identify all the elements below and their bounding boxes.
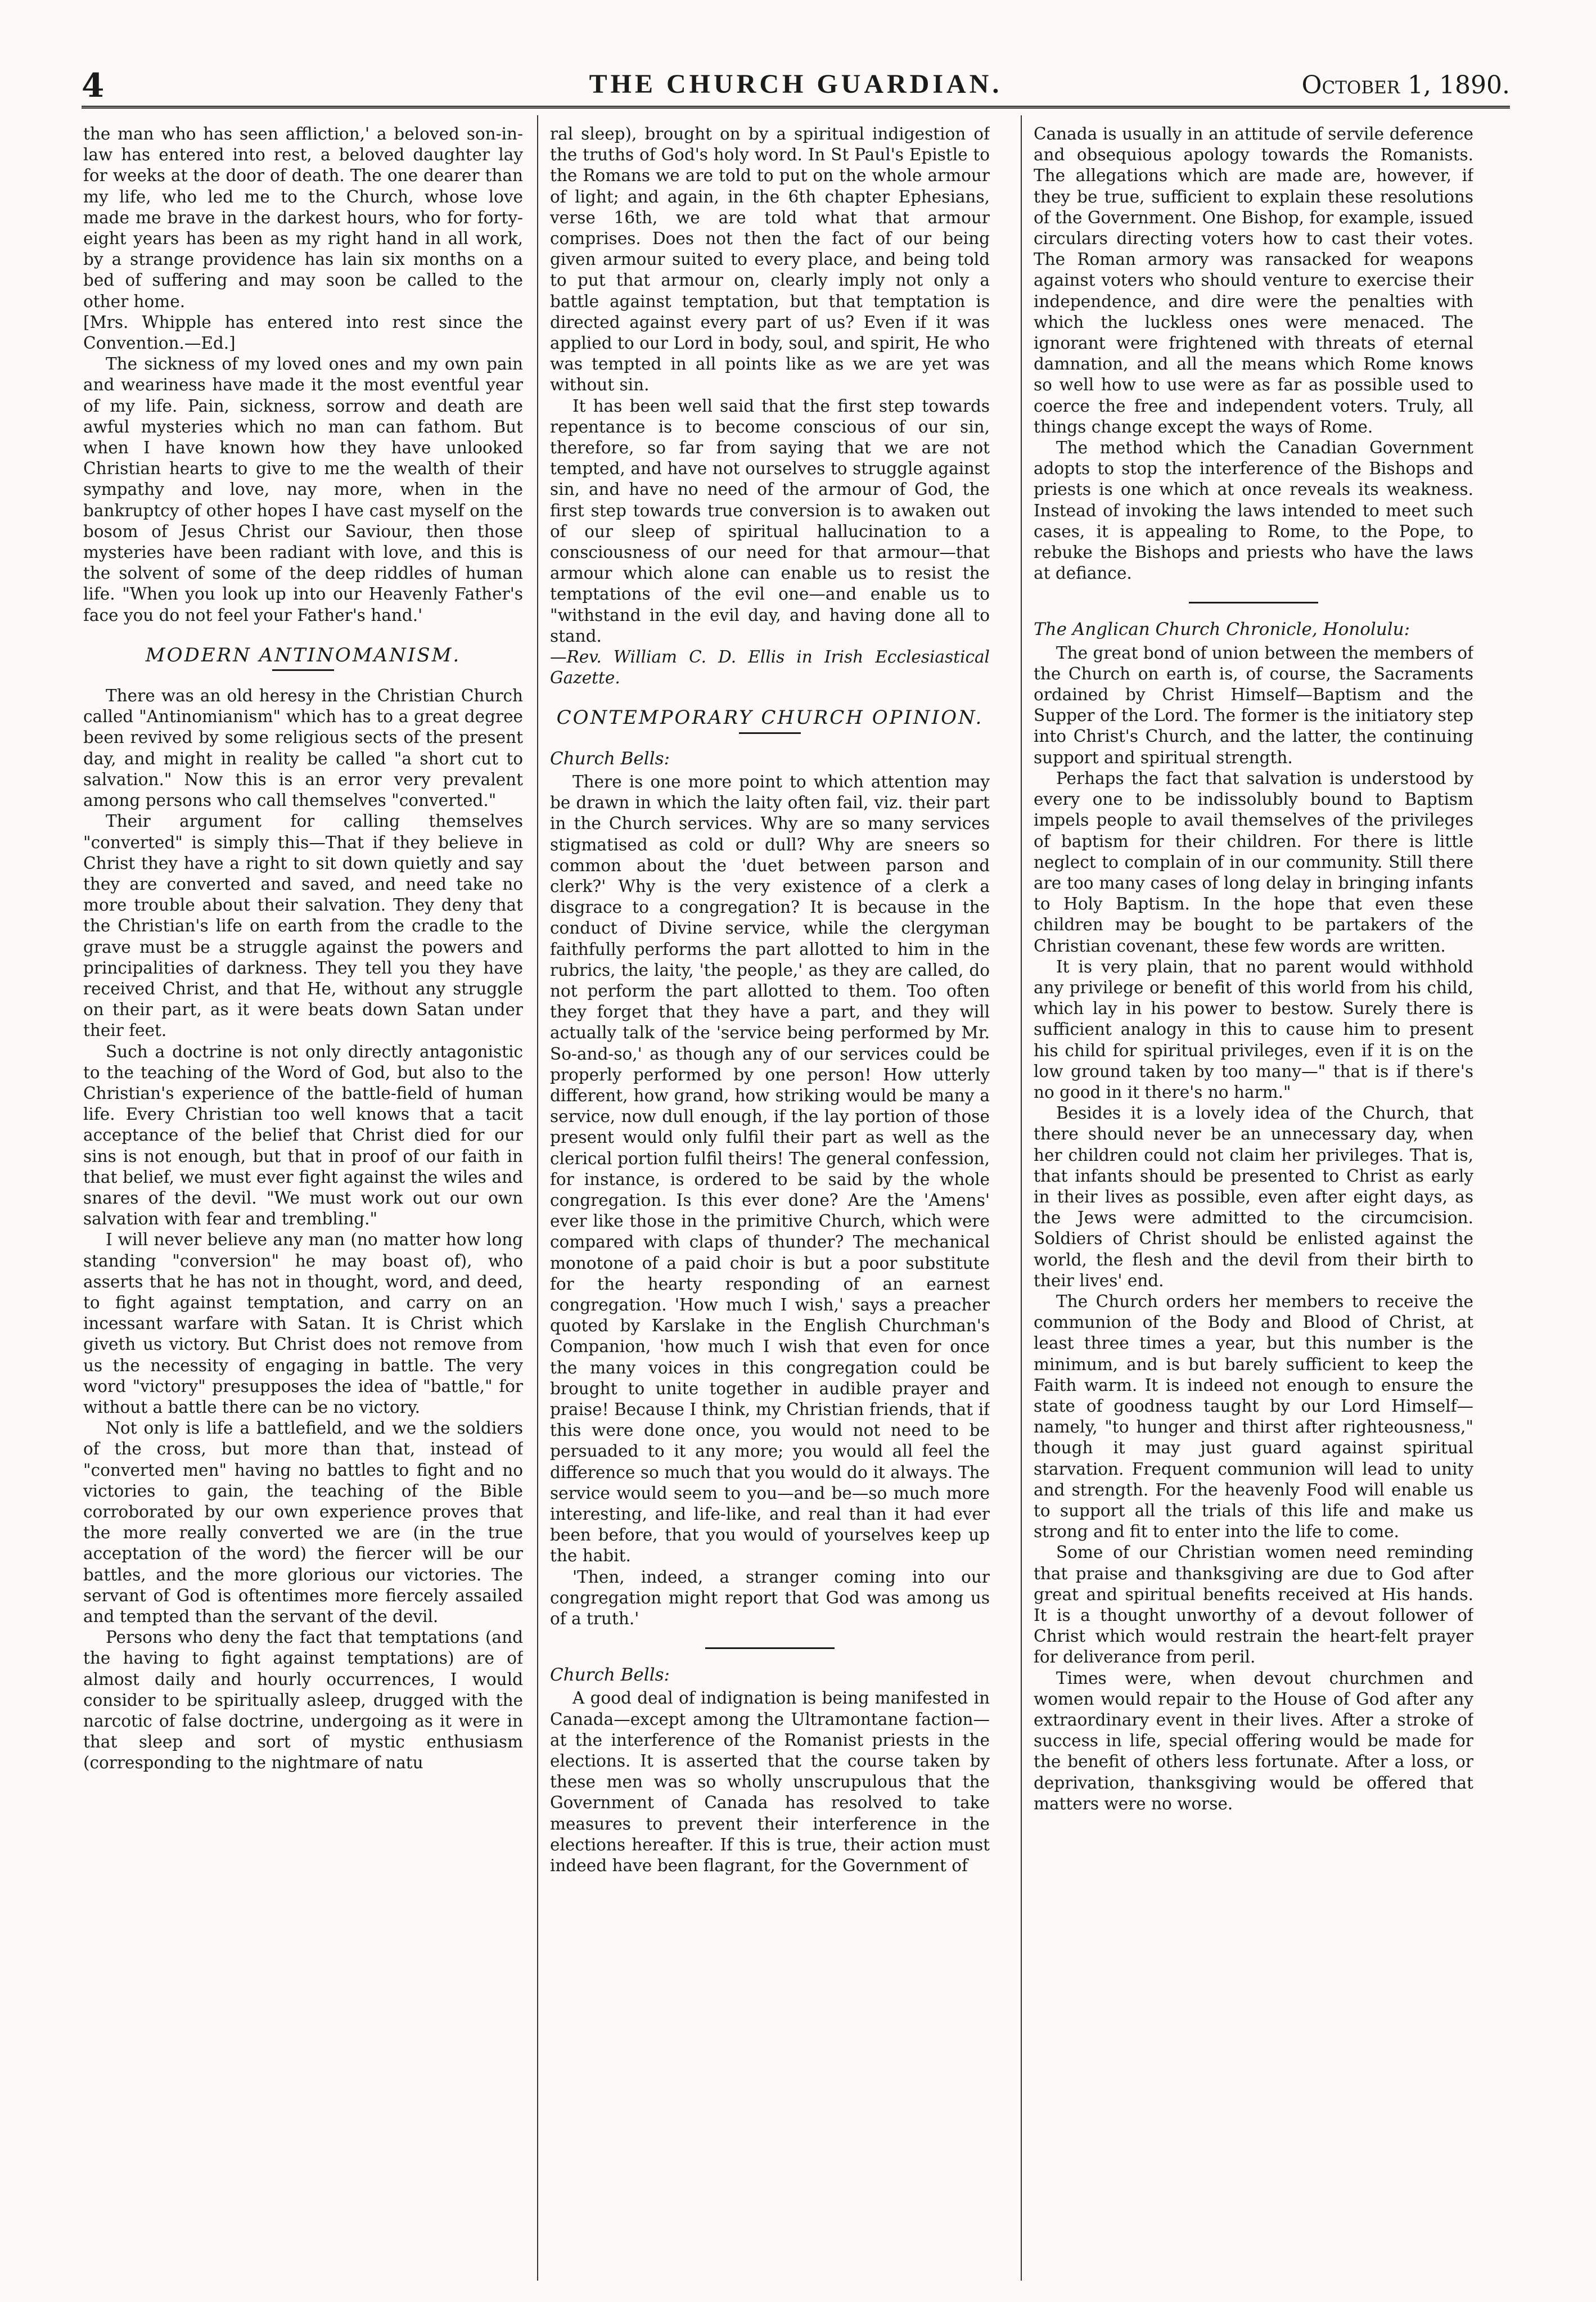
paragraph: Times were, when devout churchmen and women would repair to the House of God after any extraordinary event in their lives. After a stroke of success in life, special offering would be made for the benefit of others less fortunate. After a loss, or deprivation, thanksgiving would be offered that matters were no worse.	[1034, 1668, 1473, 1813]
paragraph: It has been well said that the first step towards repentance is to become conscious of our sin, therefore, so far from saying that we are not tempted, and have not ourselves to struggle against sin, and have no need of the armour of God, the first step towards true conversion is to awaken out of our sleep of spiritual hallucination to a consciousness of our need for that armour—that armour which alone can enable us to resist the temptations of the evil one—and enable us to "withstand in the evil day, and having done all to stand.	[550, 396, 990, 646]
column-left	[83, 124, 523, 2278]
signature: —Rev. William C. D. Ellis in Irish Ecclesiastical Gazette.	[550, 647, 990, 688]
article-heading: MODERN ANTINOMANISM.	[145, 643, 461, 666]
paragraph: I will never believe any man (no matter how long standing "conversion" he may boast of), who asserts that he has not in thought, word, and deed, to fight against temptation, and carry on an incessant warfare with Satan. It is Christ which giveth us victory. But Christ does not remove from us the necessity of engaging in battle. The very word "victory" presupposes the idea of "battle," for without a battle there can be no victory.	[83, 1230, 523, 1417]
paragraph: The Church orders her members to receive the communion of the Body and Blood of Christ, at least three times a year, but this number is the minimum, and is but barely sufficient to keep the Faith warm. It is indeed not enough to ensure the state of goodness taught by our Lord Himself—namely, "to hunger and thirst after righteousness," though it may just guard against spiritual starvation. Frequent communion will lead to unity and strength. For the heavenly Food will enable us to support all the trials of this life and make us strong and fit to enter into the life to come.	[1034, 1291, 1473, 1542]
paragraph: There was an old heresy in the Christian Church called "Antinomianism" which has to a great degree been revived by some religious sects of the present day, and might in reality be called "a short cut to salvation." Now this is an error very prevalent among persons who call themselves "converted."	[83, 686, 523, 810]
issue-date: October 1, 1890.	[1301, 71, 1510, 100]
column-middle	[550, 124, 990, 2278]
section-rule	[1189, 602, 1318, 603]
paragraph: There is one more point to which attention may be drawn in which the laity often fail, viz. their part in the Church services. Why are so many services stigmatised as cold or dull? Why are sneers so common about the 'duet between parson and clerk?' Why is the very existence of a clerk a disgrace to a congregation? It is because in the conduct of Divine service, while the clergyman faithfully performs the part allotted to him in the rubrics, the laity, 'the people,' as they are called, do not perform the part allotted to them. Too often they forget that they have a part, and they will actually talk of the 'service being performed by Mr. So-and-so,' as though any of our services could be properly performed by one person! How utterly different, how grand, how striking would be many a service, now dull enough, if the lay portion of those present would only fulfil their part as well as the clerical portion fulfil theirs! The general confession, for instance, is ordered to be said by the whole congregation. Is this ever done? Are the 'Amens' ever like those in the primitive Church, which were compared with claps of thunder? The mechanical monotone of a paid choir is but a poor substitute for the hearty responding of an earnest congregation. 'How much I wish,' says a preacher quoted by Karslake in the English Churchman's Companion, 'how much I wish that even for once the many voices in this congregation could be brought to unite together in audible prayer and praise! Because I think, my Christian friends, that if this were done once, you would not need to be persuaded to it any more; you would all feel the difference so much that you would do it always. The service would seem to you—and be—so much more interesting, and life-like, and real than it had ever been before, that you would of yourselves keep up the habit.	[550, 772, 990, 1566]
heading-rule	[739, 732, 801, 734]
heading-rule	[272, 669, 334, 671]
paragraph: The sickness of my loved ones and my own pain and weariness have made it the most eventful year of my life. Pain, sickness, sorrow and death are awful mysteries which no man can fathom. But when I have known how they have unlooked Christian hearts to give to me the wealth of their sympathy and love, nay more, when in the bankruptcy of other hopes I have cast myself on the bosom of Jesus Christ our Saviour, then those mysteries have been radiant with love, and this is the solvent of some of the deep riddles of human life. "When you look up into our Heavenly Father's face you do not feel your Father's hand.'	[83, 354, 523, 625]
paragraph: Their argument for calling themselves "converted" is simply this—That if they believe in Christ they have a right to sit down quietly and say they are converted and saved, and need take no more trouble about their salvation. They deny that the Christian's life on earth from the cradle to the grave must be a struggle against the powers and principalities of darkness. They tell you they have received Christ, and that He, without any struggle on their part, as it were beats down Satan under their feet.	[83, 812, 523, 1040]
paragraph: Canada is usually in an attitude of servile deference and obsequious apology towards the Romanists. The allegations which are made are, however, if they be true, sufficient to explain these resolutions of the Government. One Bishop, for example, issued circulars directing voters how to cast their votes. The Roman armory was ransacked for weapons against voters who should venture to exercise their independence, and dire were the penalties with which the luckless ones were menaced. The ignorant were frightened with threats of eternal damnation, and all the means which Rome knows so well how to use were as far as possible used to coerce the free and independent voters. Truly, all things change except the ways of Rome.	[1034, 124, 1473, 436]
paper-title: THE CHURCH GUARDIAN.	[589, 69, 1003, 99]
paragraph: Besides it is a lovely idea of the Church, that there should never be an unnecessary day, when her children could not claim her privileges. That is, that infants should be presented to Christ as early in their lives as possible, even after eight days, as the Jews were admitted to the circumcision. Soldiers of Christ should be enlisted against the world, the flesh and the devil from their birth to their lives' end.	[1034, 1103, 1473, 1290]
column-divider	[1021, 115, 1022, 2281]
editor-note: [Mrs. Whipple has entered into rest since the Convention.—Ed.]	[83, 312, 523, 353]
section-rule	[705, 1647, 835, 1649]
paragraph: Persons who deny the fact that temptations (and the having to fight against temptations) are of almost daily and hourly occurrences, I would consider to be spiritually asleep, drugged with the narcotic of false doctrine, undergoing as it were in that sleep and sort of mystic enthusiasm (corresponding to the nightmare of natu	[83, 1628, 523, 1773]
source-title: Church Bells:	[550, 1665, 670, 1686]
paragraph: It is very plain, that no parent would withhold any privilege or benefit of this world from his child, which lay in his power to bestow. Surely there is sufficient analogy in this to cause him to present his child for spiritual privileges, even if it is on the low ground taken by too many—" that is if there's no good in it there's no harm."	[1034, 957, 1473, 1102]
source-title: The Anglican Church Chronicle, Honolulu:	[1034, 619, 1410, 640]
column-right	[1034, 124, 1473, 2278]
paragraph: Perhaps the fact that salvation is understood by every one to be indissolubly bound to Baptism impels people to avail themselves of the privileges of baptism for their children. For there is little neglect to complain of in our community. Still there are too many cases of long delay in bringing infants to Holy Baptism. In the hope that even these children may be bought to be partakers of the Christian covenant, these few words are written.	[1034, 768, 1473, 956]
section-heading: CONTEMPORARY CHURCH OPINION.	[556, 706, 984, 729]
paragraph: the man who has seen affliction,' a beloved son-in-law has entered into rest, a beloved daughter lay for weeks at the door of death. The one dearer than my life, who led me to the Church, whose love made me brave in the darkest hours, who for forty-eight years has been as my right hand in all work, by a strange providence has lain six months on a bed of suffering and may soon be called to the other home.	[83, 124, 523, 311]
paragraph: A good deal of indignation is being manifested in Canada—except among the Ultramontane faction—at the interference of the Romanist priests in the elections. It is asserted that the course taken by these men was so wholly unscrupulous that the Government of Canada has resolved to take measures to prevent their interference in the elections hereafter. If this is true, their action must indeed have been flagrant, for the Government of	[550, 1688, 990, 1876]
paragraph: The great bond of union between the members of the Church on earth is, of course, the Sacraments ordained by Christ Himself—Baptism and the Supper of the Lord. The former is the initiatory step into Christ's Church, and the latter, the continuing support and spiritual strength.	[1034, 643, 1473, 767]
masthead	[82, 66, 1510, 109]
paragraph: Some of our Christian women need reminding that praise and thanksgiving are due to God after great and spiritual benefits received at His hands. It is a thought unworthy of a devout follower of Christ which would restrain the heart-felt prayer for deliverance from peril.	[1034, 1543, 1473, 1667]
paragraph: Not only is life a battlefield, and we the soldiers of the cross, but more than that, instead of "converted men" having no battles to fight and no victories to gain, the teaching of the Bible corroborated by our own experience proves that the more really converted we are (in the true acceptation of the word) the fiercer will be our battles, and the more glorious our victories. The servant of God is oftentimes more fiercely assailed and tempted than the servant of the devil.	[83, 1418, 523, 1627]
paragraph: Such a doctrine is not only directly antagonistic to the teaching of the Word of God, but also to the Christian's experience of the battle-field of human life. Every Christian too well knows that a tacit acceptance of the belief that Christ died for our sins is not enough, but that in proof of our faith in that belief, we must ever fight against the wiles and snares of the devil. "We must work out our own salvation with fear and trembling."	[83, 1042, 523, 1229]
paragraph: 'Then, indeed, a stranger coming into our congregation might report that God was among us of a truth.'	[550, 1567, 990, 1629]
source-title: Church Bells:	[550, 748, 670, 769]
paragraph: ral sleep), brought on by a spiritual indigestion of the truths of God's holy word. In St Paul's Epistle to the Romans we are told to put on the whole armour of light; and again, in the 6th chapter Ephesians, verse 16th, we are told what that armour comprises. Does not then the fact of our being given armour suited to every place, and being told to put that armour on, clearly imply not only a battle against temptation, but that temptation is directed against every part of us? Even if it was applied to our Lord in body, soul, and spirit, He who was tempted in all points like as we are yet was without sin.	[550, 124, 990, 395]
column-divider	[537, 115, 538, 2281]
paragraph: The method which the Canadian Government adopts to stop the interference of the Bishops and priests is one which at once reveals its weakness. Instead of invoking the laws intended to meet such cases, it is appealing to Rome, to the Pope, to rebuke the Bishops and priests who have the laws at defiance.	[1034, 438, 1473, 583]
page-number: 4	[82, 66, 105, 105]
